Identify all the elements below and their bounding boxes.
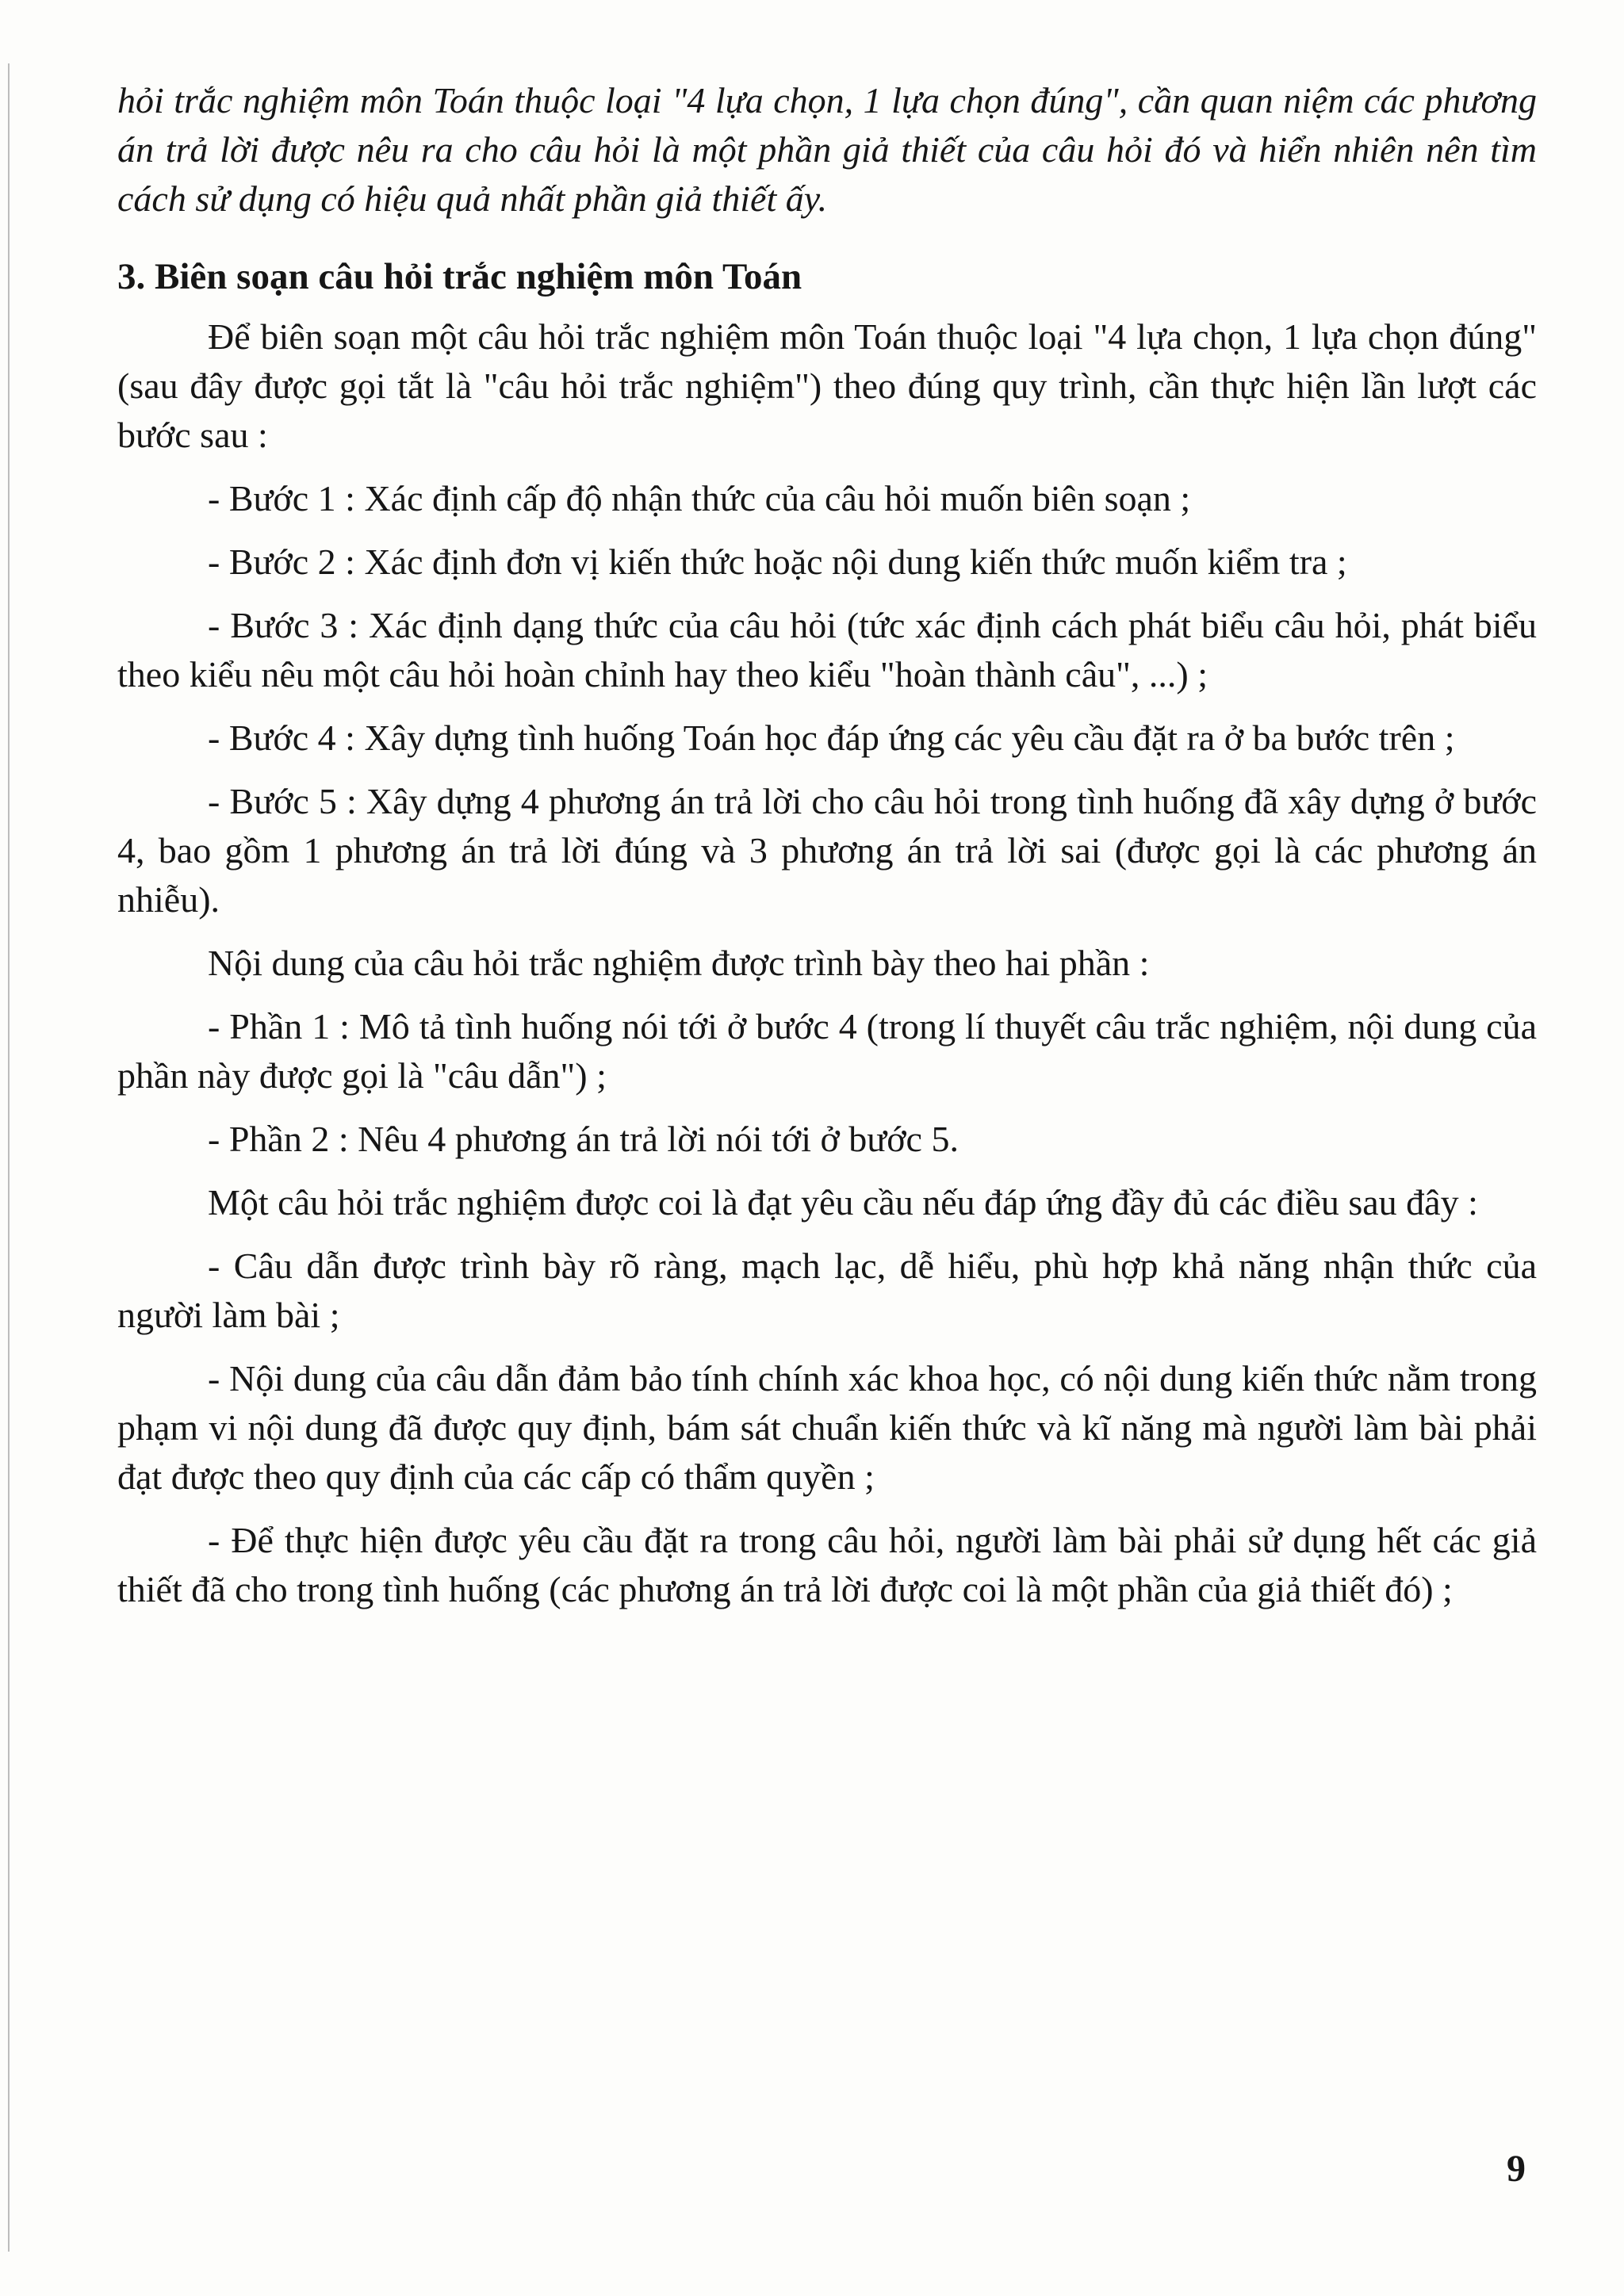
paragraph-part-2: - Phần 2 : Nêu 4 phương án trả lời nói tới ở bước 5. xyxy=(208,1119,959,1159)
paragraph-step-3: - Bước 3 : Xác định dạng thức của câu hỏi (tức xác định cách phát biểu câu hỏi, phát biểu theo kiểu nêu một câu hỏi hoàn chỉnh hay theo kiểu "hoàn thành câu", ...) ; xyxy=(117,605,1537,695)
page-content xyxy=(117,76,1537,1628)
paragraph-requirement-1: - Câu dẫn được trình bày rõ ràng, mạch lạc, dễ hiểu, phù hợp khả năng nhận thức của người làm bài ; xyxy=(117,1246,1537,1335)
paragraph-requirement-2: - Nội dung của câu dẫn đảm bảo tính chính xác khoa học, có nội dung kiến thức nằm trong phạm vi nội dung đã được quy định, bám sát chuẩn kiến thức và kĩ năng mà người làm bài phải đạt được theo quy định của các cấp có thẩm quyền ; xyxy=(117,1358,1537,1497)
paragraph-step-2: - Bước 2 : Xác định đơn vị kiến thức hoặc nội dung kiến thức muốn kiểm tra ; xyxy=(208,541,1347,582)
paragraph-content-parts: Nội dung của câu hỏi trắc nghiệm được trình bày theo hai phần : xyxy=(208,943,1150,983)
paragraph-part-1: - Phần 1 : Mô tả tình huống nói tới ở bước 4 (trong lí thuyết câu trắc nghiệm, nội dung của phần này được gọi là "câu dẫn") ; xyxy=(117,1006,1537,1096)
paragraph-step-4: - Bước 4 : Xây dựng tình huống Toán học đáp ứng các yêu cầu đặt ra ở ba bước trên ; xyxy=(208,718,1455,758)
page-binding-edge xyxy=(8,63,10,2252)
intro-italic-paragraph: hỏi trắc nghiệm môn Toán thuộc loại "4 lựa chọn, 1 lựa chọn đúng", cần quan niệm các phương án trả lời được nêu ra cho câu hỏi là một phần giả thiết của câu hỏi đó và hiển nhiên nên tìm cách sử dụng có hiệu quả nhất phần giả thiết ấy. xyxy=(117,80,1537,219)
paragraph-step-5: - Bước 5 : Xây dựng 4 phương án trả lời cho câu hỏi trong tình huống đã xây dựng ở bước 4, bao gồm 1 phương án trả lời đúng và 3 phương án trả lời sai (được gọi là các phương án nhiễu). xyxy=(117,781,1537,920)
paragraph-requirements: Một câu hỏi trắc nghiệm được coi là đạt yêu cầu nếu đáp ứng đầy đủ các điều sau đây : xyxy=(208,1182,1478,1223)
page-number: 9 xyxy=(1507,2148,1526,2190)
paragraph-requirement-3: - Để thực hiện được yêu cầu đặt ra trong câu hỏi, người làm bài phải sử dụng hết các giả thiết đã cho trong tình huống (các phương án trả lời được coi là một phần của giả thiết đó) ; xyxy=(117,1520,1537,1609)
section-heading: 3. Biên soạn câu hỏi trắc nghiệm môn Toán xyxy=(117,256,802,297)
paragraph-intro: Để biên soạn một câu hỏi trắc nghiệm môn Toán thuộc loại "4 lựa chọn, 1 lựa chọn đúng" (sau đây được gọi tắt là "câu hỏi trắc nghiệm") theo đúng quy trình, cần thực hiện lần lượt các bước sau : xyxy=(117,316,1537,455)
paragraph-step-1: - Bước 1 : Xác định cấp độ nhận thức của câu hỏi muốn biên soạn ; xyxy=(208,478,1191,519)
